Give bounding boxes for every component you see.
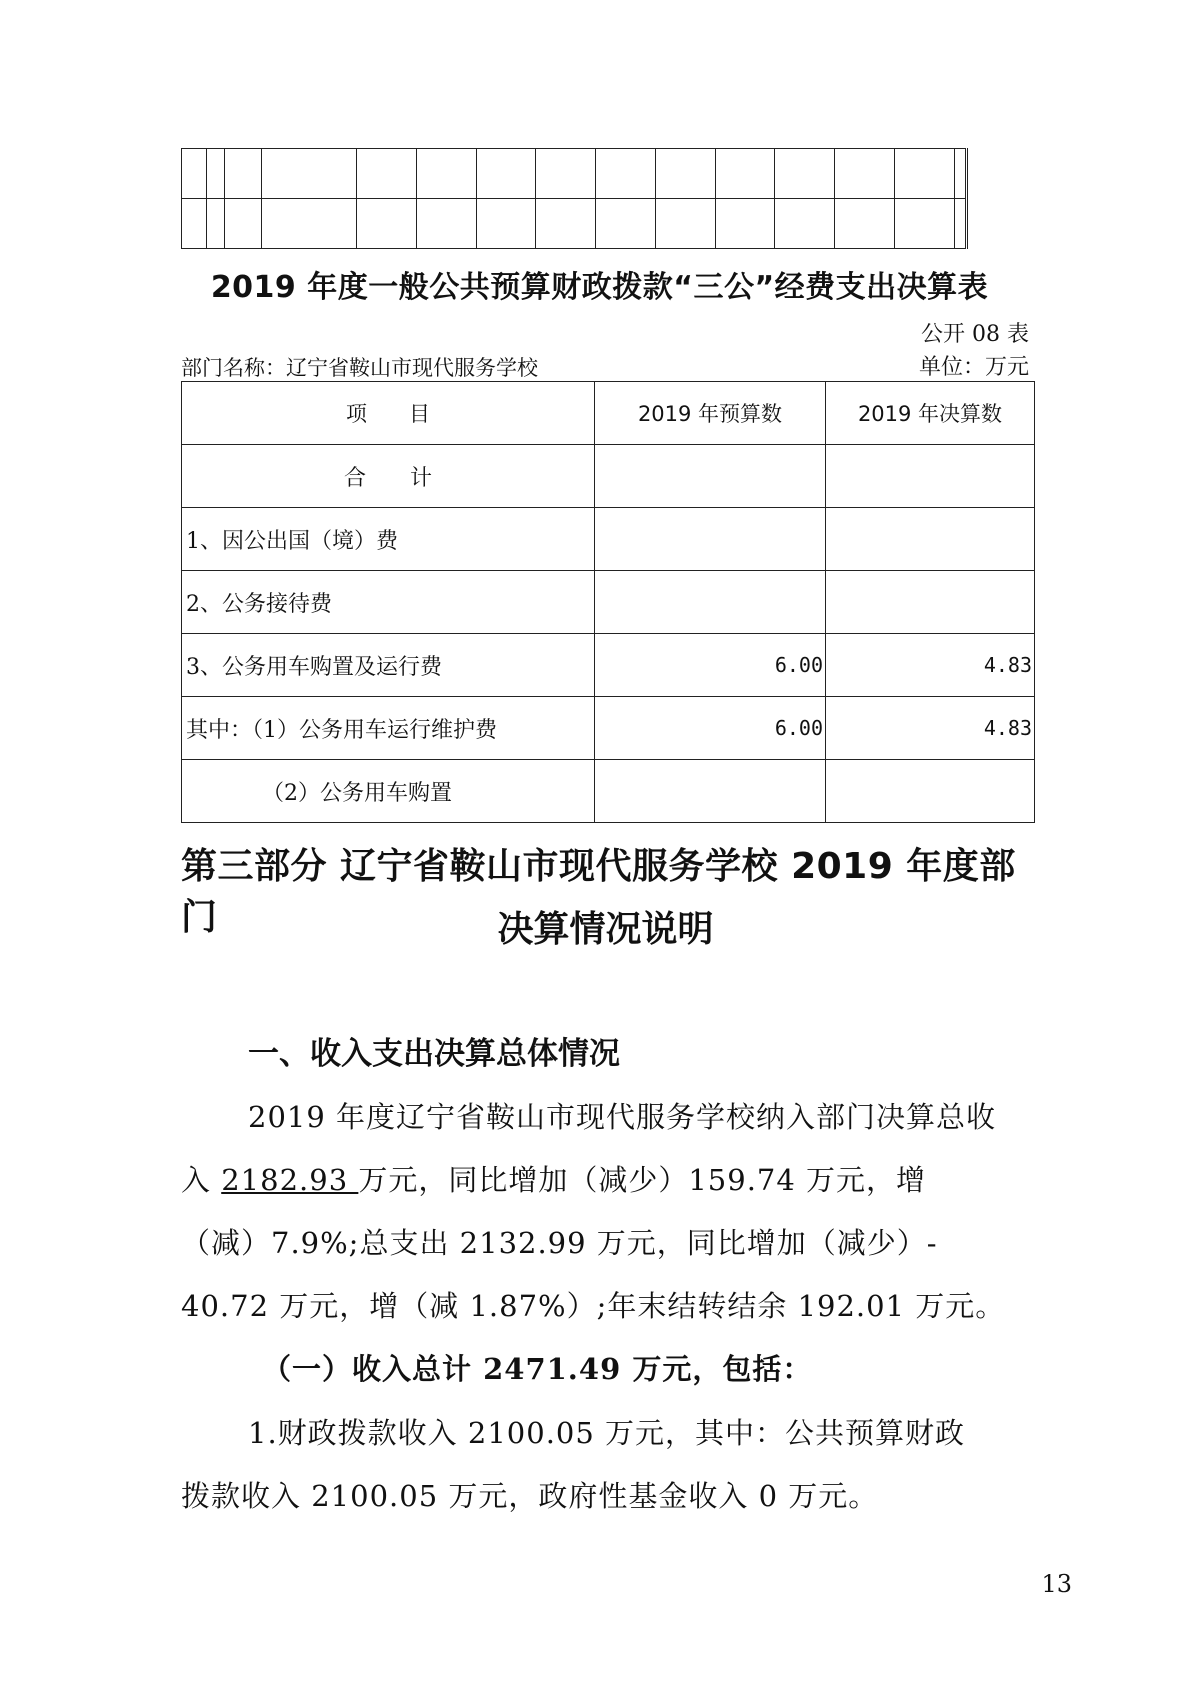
three-public-expenses-table [181, 381, 1035, 823]
text-span: 入 [181, 1163, 222, 1197]
table-row [182, 199, 967, 249]
paragraph-line: 2019 年度辽宁省鞍山市现代服务学校纳入部门决算总收 [248, 1100, 997, 1134]
budget-cell [595, 445, 826, 508]
row-label: （2）公务用车购置 [182, 760, 595, 823]
budget-cell [595, 571, 826, 634]
paragraph-line: 拨款收入 2100.05 万元，政府性基金收入 0 万元。 [181, 1479, 879, 1513]
budget-cell: 6.00 [595, 634, 826, 697]
total-income-value: 2182.93 [221, 1163, 359, 1197]
heading-income-expense-overview: 一、收入支出决算总体情况 [248, 1036, 620, 1072]
row-label: 其中：（1）公务用车运行维护费 [182, 697, 595, 760]
unit-label: 单位：万元 [918, 355, 1029, 380]
col-header-actual: 2019 年决算数 [826, 382, 1035, 445]
actual-cell [826, 508, 1035, 571]
table-number: 公开 08 表 [921, 322, 1029, 347]
table-row [182, 508, 1035, 571]
table-row [182, 697, 1035, 760]
paragraph-line: 1.财政拨款收入 2100.05 万元，其中：公共预算财政 [248, 1416, 966, 1450]
paragraph-line [181, 1158, 926, 1199]
table-row [182, 760, 1035, 823]
row-label: 2、公务接待费 [182, 571, 595, 634]
budget-cell [595, 508, 826, 571]
row-label: 3、公务用车购置及运行费 [182, 634, 595, 697]
actual-cell: 4.83 [826, 634, 1035, 697]
actual-cell [826, 760, 1035, 823]
row-label: 合 计 [182, 445, 595, 508]
actual-cell [826, 571, 1035, 634]
budget-cell: 6.00 [595, 697, 826, 760]
table-row [182, 571, 1035, 634]
table-header-row [182, 382, 1035, 445]
col-header-budget: 2019 年预算数 [595, 382, 826, 445]
previous-table-fragment [181, 148, 968, 249]
page-number: 13 [1041, 1570, 1072, 1598]
col-header-item: 项 目 [182, 382, 595, 445]
table-title: 2019 年度一般公共预算财政拨款“三公”经费支出决算表 [210, 270, 989, 305]
table-row [182, 634, 1035, 697]
budget-cell [595, 760, 826, 823]
text-span: 万元，同比增加（减少）159.74 万元，增 [358, 1163, 927, 1197]
section-title-line2: 决算情况说明 [497, 909, 714, 950]
table-row [182, 445, 1035, 508]
actual-cell [826, 445, 1035, 508]
department-name: 部门名称：辽宁省鞍山市现代服务学校 [181, 356, 538, 380]
table-row [182, 149, 967, 199]
paragraph-line: （减）7.9%;总支出 2132.99 万元，同比增加（减少）- [181, 1226, 938, 1260]
subheading-total-income: （一）收入总计 2471.49 万元，包括： [262, 1352, 813, 1386]
section-title-line1: 第三部分 辽宁省鞍山市现代服务学校 2019 年度部门 [181, 846, 1016, 938]
paragraph-line: 40.72 万元，增（减 1.87%）;年末结转结余 192.01 万元。 [181, 1289, 1006, 1323]
row-label: 1、因公出国（境）费 [182, 508, 595, 571]
actual-cell: 4.83 [826, 697, 1035, 760]
